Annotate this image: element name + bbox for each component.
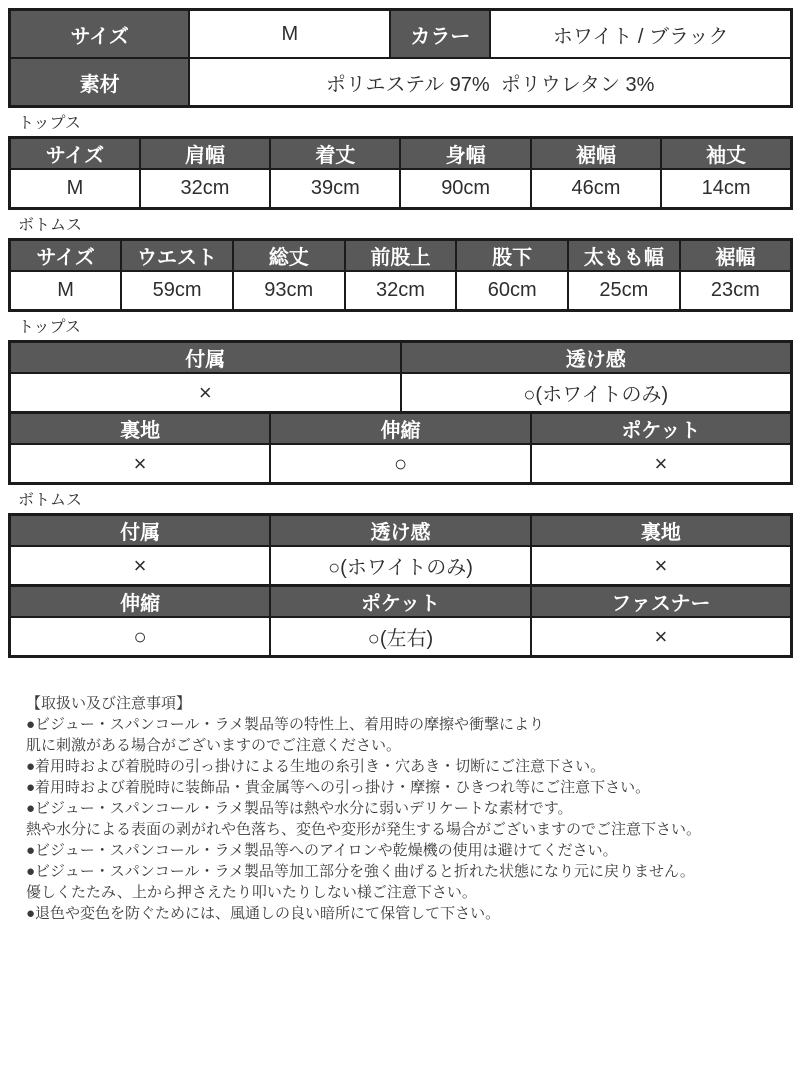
column-header: 付属 <box>10 342 401 374</box>
note-line: ●退色や変色を防ぐためには、風通しの良い暗所にて保管して下さい。 <box>26 905 501 922</box>
section-label-tops-size: トップス <box>18 115 81 132</box>
bottoms-size-value-row <box>10 271 792 311</box>
value-cell: 32cm <box>140 169 270 209</box>
tops-size-table <box>8 136 793 210</box>
bottoms-size-table <box>8 238 793 312</box>
size-value: M <box>189 10 390 59</box>
color-header: カラー <box>390 10 490 59</box>
value-cell: 59cm <box>121 271 233 311</box>
size-header: サイズ <box>10 10 190 59</box>
section-label-bottoms-features: ボトムス <box>18 492 83 509</box>
note-line: 肌に刺激がある場合がございますのでご注意ください。 <box>26 737 402 754</box>
handling-notes <box>26 693 793 924</box>
column-header: 股下 <box>456 240 568 272</box>
spec-row-material <box>10 58 792 107</box>
column-header: 裏地 <box>10 413 271 445</box>
tops-features-value-row-1 <box>10 373 792 413</box>
value-cell: × <box>10 546 271 586</box>
material-header: 素材 <box>10 58 190 107</box>
spec-row-size-color <box>10 10 792 59</box>
value-cell: ○ <box>270 444 531 484</box>
column-header: 身幅 <box>400 138 530 170</box>
value-cell: 14cm <box>661 169 791 209</box>
bottoms-features-table-lower <box>8 584 793 658</box>
column-header: 裏地 <box>531 515 792 547</box>
column-header: 袖丈 <box>661 138 791 170</box>
value-cell: M <box>10 169 140 209</box>
bottoms-features-table-upper <box>8 513 793 587</box>
tops-features-header-row-2 <box>10 413 792 445</box>
column-header: 透け感 <box>270 515 531 547</box>
bottoms-features-value-row-2 <box>10 617 792 657</box>
value-cell: × <box>10 444 271 484</box>
tops-features-value-row-2 <box>10 444 792 484</box>
column-header: 前股上 <box>345 240 457 272</box>
bottoms-features-header-row-1 <box>10 515 792 547</box>
note-line: ●着用時および着脱時の引っ掛けによる生地の糸引き・穴あき・切断にご注意下さい。 <box>26 758 606 775</box>
bottoms-features-header-row-2 <box>10 586 792 618</box>
value-cell: M <box>10 271 122 311</box>
section-label-tops-features: トップス <box>18 319 81 336</box>
value-cell: × <box>531 444 792 484</box>
note-line: 優しくたたみ、上から押さえたり叩いたりしない様ご注意下さい。 <box>26 884 477 901</box>
value-cell: ○(ホワイトのみ) <box>270 546 531 586</box>
value-cell: ○(左右) <box>270 617 531 657</box>
value-cell: × <box>10 373 401 413</box>
column-header: 太もも幅 <box>568 240 680 272</box>
color-value: ホワイト / ブラック <box>490 10 791 59</box>
column-header: 伸縮 <box>270 413 531 445</box>
note-line: ●ビジュー・スパンコール・ラメ製品等へのアイロンや乾燥機の使用は避けてください。 <box>26 842 618 859</box>
column-header: 肩幅 <box>140 138 270 170</box>
value-cell: ○ <box>10 617 271 657</box>
value-cell: 90cm <box>400 169 530 209</box>
value-cell: 25cm <box>568 271 680 311</box>
column-header: 着丈 <box>270 138 400 170</box>
section-label-bottoms-size: ボトムス <box>18 217 83 234</box>
product-spec-table <box>8 8 793 108</box>
column-header: ファスナー <box>531 586 792 618</box>
note-line: ●ビジュー・スパンコール・ラメ製品等加工部分を強く曲げると折れた状態になり元に戻りません。 <box>26 863 695 880</box>
column-header: サイズ <box>10 138 140 170</box>
value-cell: 60cm <box>456 271 568 311</box>
value-cell: ○(ホワイトのみ) <box>401 373 792 413</box>
column-header: ポケット <box>531 413 792 445</box>
bottoms-features-value-row-1 <box>10 546 792 586</box>
value-cell: 23cm <box>680 271 792 311</box>
column-header: 裾幅 <box>680 240 792 272</box>
column-header: ポケット <box>270 586 531 618</box>
value-cell: × <box>531 617 792 657</box>
value-cell: 46cm <box>531 169 661 209</box>
tops-features-table-lower <box>8 411 793 485</box>
value-cell: × <box>531 546 792 586</box>
note-line: 熱や水分による表面の剥がれや色落ち、変色や変形が発生する場合がございますのでご注意下さい。 <box>26 821 702 838</box>
tops-size-header-row <box>10 138 792 170</box>
column-header: 裾幅 <box>531 138 661 170</box>
value-cell: 32cm <box>345 271 457 311</box>
value-cell: 39cm <box>270 169 400 209</box>
column-header: 総丈 <box>233 240 345 272</box>
column-header: 付属 <box>10 515 271 547</box>
column-header: 伸縮 <box>10 586 271 618</box>
note-line: ●着用時および着脱時に装飾品・貴金属等への引っ掛け・摩擦・ひきつれ等にご注意下さい。 <box>26 779 651 796</box>
tops-features-table-upper <box>8 340 793 414</box>
note-line: ●ビジュー・スパンコール・ラメ製品等の特性上、着用時の摩擦や衝撃により <box>26 716 545 733</box>
notes-title: 【取扱い及び注意事項】 <box>26 695 192 712</box>
material-value: ポリエステル 97% ポリウレタン 3% <box>189 58 791 107</box>
note-line: ●ビジュー・スパンコール・ラメ製品等は熱や水分に弱いデリケートな素材です。 <box>26 800 573 817</box>
column-header: 透け感 <box>401 342 792 374</box>
column-header: ウエスト <box>121 240 233 272</box>
tops-features-header-row-1 <box>10 342 792 374</box>
column-header: サイズ <box>10 240 122 272</box>
bottoms-size-header-row <box>10 240 792 272</box>
value-cell: 93cm <box>233 271 345 311</box>
tops-size-value-row <box>10 169 792 209</box>
